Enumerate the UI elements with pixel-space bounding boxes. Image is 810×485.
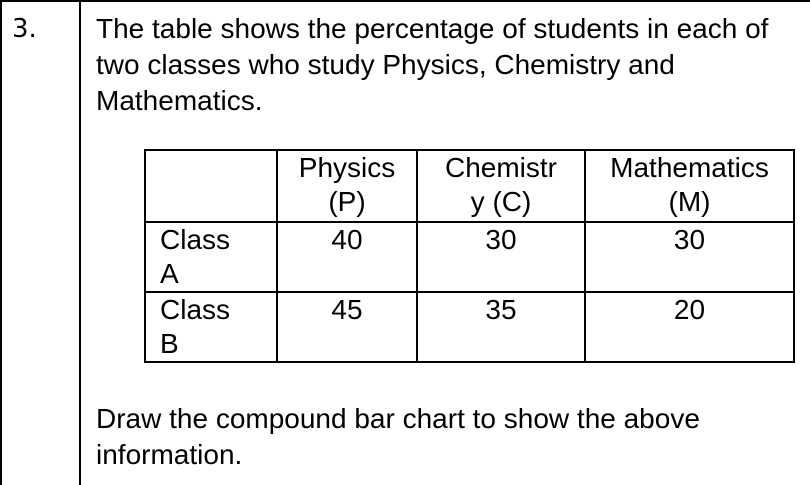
row-label-line2: B — [160, 328, 179, 359]
frame-left-border — [0, 0, 2, 485]
class-b-chemistry: 35 — [417, 292, 585, 362]
row-label-line1: Class — [160, 224, 231, 255]
header-mathematics-line2: (M) — [668, 186, 711, 217]
table-header-row — [145, 150, 794, 222]
row-label-class-b — [145, 292, 277, 362]
header-physics — [277, 150, 417, 222]
header-chemistry-line1: Chemistr — [444, 152, 557, 183]
header-chemistry-line2: y (C) — [470, 186, 532, 217]
header-mathematics — [585, 150, 794, 222]
class-b-physics: 45 — [277, 292, 417, 362]
question-instruction: Draw the compound bar chart to show the above information. — [96, 403, 700, 470]
header-physics-line2: (P) — [328, 186, 366, 217]
header-mathematics-line1: Mathematics — [610, 152, 769, 183]
row-label-line2: A — [160, 258, 179, 289]
class-b-mathematics: 20 — [585, 292, 794, 362]
column-divider — [79, 0, 81, 485]
class-a-mathematics: 30 — [585, 222, 794, 292]
class-a-physics: 40 — [277, 222, 417, 292]
frame-top-border — [0, 0, 810, 2]
table-row — [145, 292, 794, 362]
row-label-class-a — [145, 222, 277, 292]
table-row — [145, 222, 794, 292]
data-table — [144, 149, 795, 363]
row-label-line1: Class — [160, 294, 231, 325]
table-corner-cell — [145, 150, 277, 222]
question-number: 3. — [12, 14, 37, 44]
header-chemistry — [417, 150, 585, 222]
header-physics-line1: Physics — [298, 152, 396, 183]
question-prompt: The table shows the percentage of students in each of two classes who study Physics, Chemistry and Mathematics. — [96, 13, 769, 116]
class-a-chemistry: 30 — [417, 222, 585, 292]
